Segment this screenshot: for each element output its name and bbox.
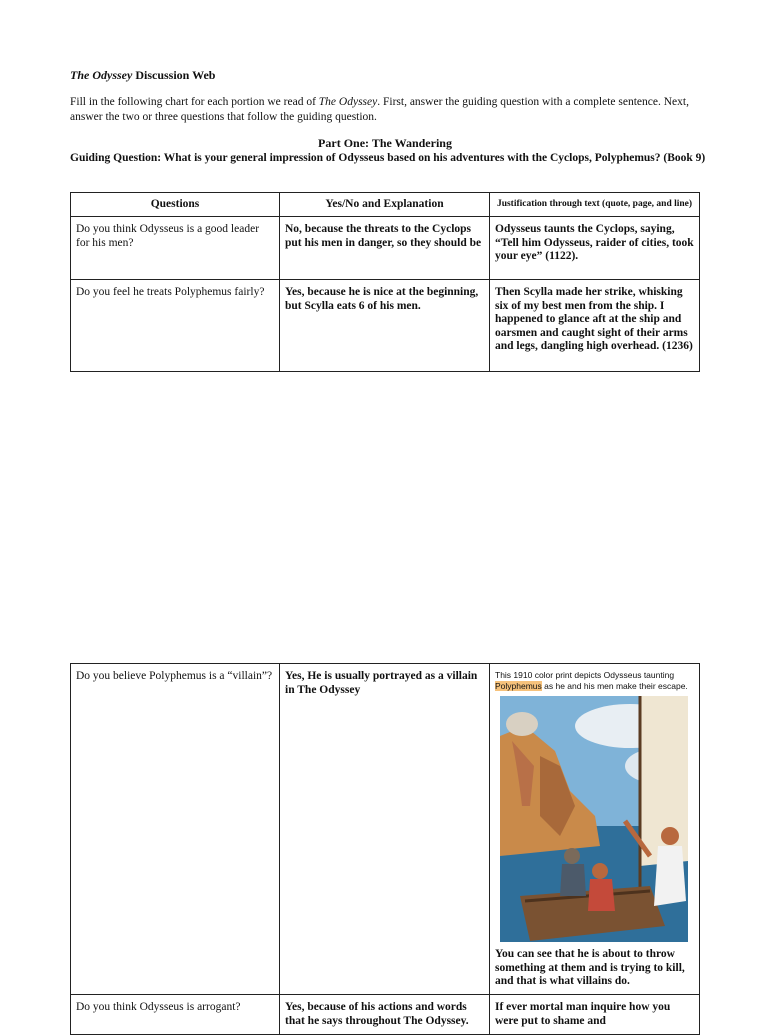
intro-part-2: . First, answer the guiding question with a complete sentence. Next, answer the two or three questions that follow the guiding question. bbox=[70, 96, 689, 123]
justification-cell bbox=[490, 664, 700, 995]
table-row bbox=[71, 217, 700, 280]
discussion-table-page-2 bbox=[70, 663, 700, 1035]
answer-cell: Yes, because of his actions and words that he says throughout The Odyssey. bbox=[280, 995, 490, 1035]
intro-italic: The Odyssey bbox=[318, 96, 378, 108]
title-italic: The Odyssey bbox=[70, 68, 133, 82]
intro-part-1: Fill in the following chart for each portion we read of bbox=[70, 96, 319, 108]
image-caption bbox=[495, 670, 694, 692]
question-cell: Do you believe Polyphemus is a “villain”? bbox=[71, 664, 280, 995]
caption-text-1: This 1910 color print depicts Odysseus taunting bbox=[495, 670, 675, 680]
title-rest: Discussion Web bbox=[132, 68, 216, 82]
justification-cell: Then Scylla made her strike, whisking six of my best men from the ship. I happened to glance aft at the ship and oarsmen and caught sight of their arms and legs, dangling high overhead. (1236) bbox=[490, 280, 700, 372]
answer-cell: Yes, He is usually portrayed as a villain in The Odyssey bbox=[280, 664, 490, 995]
caption-text-2: as he and his men make their escape. bbox=[541, 681, 688, 691]
question-cell: Do you feel he treats Polyphemus fairly? bbox=[71, 280, 280, 372]
part-title: Part One: The Wandering bbox=[318, 136, 452, 150]
caption-highlight: Polyphemus bbox=[495, 681, 542, 691]
instructions bbox=[70, 95, 700, 125]
question-cell: Do you think Odysseus is arrogant? bbox=[71, 995, 280, 1035]
question-cell: Do you think Odysseus is a good leader for his men? bbox=[71, 217, 280, 280]
header-yes-no: Yes/No and Explanation bbox=[280, 193, 490, 217]
justification-cell: If ever mortal man inquire how you were put to shame and bbox=[490, 995, 700, 1035]
odysseus-illustration bbox=[500, 696, 688, 942]
answer-cell: Yes, because he is nice at the beginning, but Scylla eats 6 of his men. bbox=[280, 280, 490, 372]
guiding-question: Guiding Question: What is your general impression of Odysseus based on his adventures with the Cyclops, Polyphemus? (Book 9) bbox=[70, 152, 706, 164]
image-justification-text: You can see that he is about to throw something at them and is trying to kill, and that is what villains do. bbox=[495, 948, 685, 987]
header-justification: Justification through text (quote, page, and line) bbox=[490, 193, 700, 217]
document-title bbox=[70, 68, 215, 83]
discussion-table-page-1 bbox=[70, 192, 700, 372]
header-questions: Questions bbox=[71, 193, 280, 217]
table-header-row bbox=[71, 193, 700, 217]
justification-cell: Odysseus taunts the Cyclops, saying, “Tell him Odysseus, raider of cities, took your eye” (1122). bbox=[490, 217, 700, 280]
table-row bbox=[71, 995, 700, 1035]
answer-cell: No, because the threats to the Cyclops put his men in danger, so they should be bbox=[280, 217, 490, 280]
table-row bbox=[71, 664, 700, 995]
table-row bbox=[71, 280, 700, 372]
